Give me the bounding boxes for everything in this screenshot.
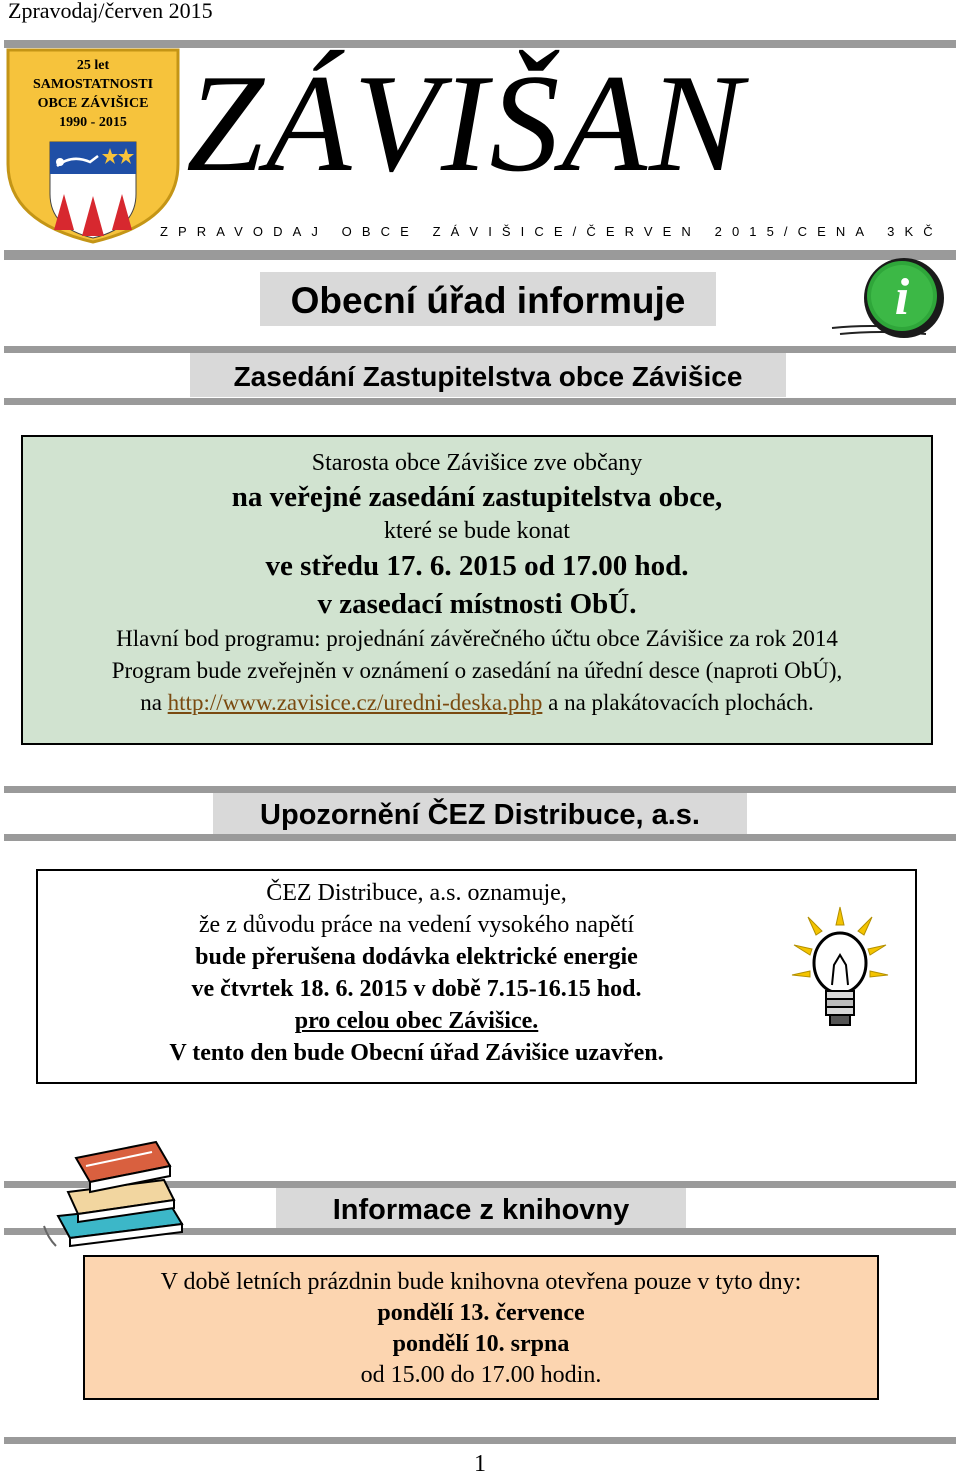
cez-rule-bottom xyxy=(4,834,956,841)
council-line-8-prefix: na xyxy=(140,690,168,715)
council-line-3: které se bude konat xyxy=(384,518,570,544)
library-line-4: od 15.00 do 17.00 hodin. xyxy=(360,1362,602,1388)
cez-heading: Upozornění ČEZ Distribuce, a.s. xyxy=(213,793,747,834)
section-rule xyxy=(4,346,956,353)
council-line-8-suffix: a na plakátovacích plochách. xyxy=(542,690,814,715)
page-number: 1 xyxy=(474,1451,486,1477)
library-line-2: pondělí 13. července xyxy=(377,1300,585,1326)
cez-line-3: bude přerušena dodávka elektrické energie xyxy=(195,944,638,970)
council-heading: Zasedání Zastupitelstva obce Závišice xyxy=(190,353,786,397)
info-icon xyxy=(830,254,958,346)
council-line-7: Program bude zveřejněn v oznámení o zasedání na úřední desce (naproti ObÚ), xyxy=(111,658,843,683)
running-header: Zpravodaj/červen 2015 xyxy=(8,0,213,23)
badge-line-4: 1990 - 2015 xyxy=(59,115,127,130)
badge-line-3: OBCE ZÁVIŠICE xyxy=(37,96,149,111)
section-title: Obecní úřad informuje xyxy=(260,272,716,326)
masthead-bottom-rule xyxy=(4,250,956,260)
masthead-title: ZÁVIŠAN xyxy=(186,46,745,201)
footer-rule xyxy=(4,1437,956,1444)
notice-board-link[interactable]: http://www.zavisice.cz/uredni-deska.php xyxy=(167,690,543,715)
light-bulb-icon xyxy=(788,905,892,1037)
library-notice xyxy=(83,1255,879,1400)
books-icon xyxy=(40,1128,190,1250)
council-line-6: Hlavní bod programu: projednání závěrečného účtu obce Závišice za rok 2014 xyxy=(116,626,838,651)
anniversary-badge xyxy=(2,44,184,244)
info-icon-letter: i xyxy=(894,269,910,326)
cez-line-4: ve čtvrtek 18. 6. 2015 v době 7.15-16.15 hod. xyxy=(191,976,642,1002)
council-line-2: na veřejné zasedání zastupitelstva obce, xyxy=(231,481,723,513)
library-line-1: V době letních prázdnin bude knihovna otevřena pouze v tyto dny: xyxy=(160,1269,802,1295)
council-line-4: ve středu 17. 6. 2015 od 17.00 hod. xyxy=(265,550,689,582)
council-line-8 xyxy=(23,687,931,719)
library-line-3: pondělí 10. srpna xyxy=(392,1331,570,1357)
badge-line-1: 25 let xyxy=(76,58,110,73)
cez-line-1: ČEZ Distribuce, a.s. oznamuje, xyxy=(266,880,567,906)
cez-line-2: že z důvodu práce na vedení vysokého napětí xyxy=(198,912,635,938)
council-line-5: v zasedací místnosti ObÚ. xyxy=(317,588,637,620)
library-heading: Informace z knihovny xyxy=(276,1188,686,1228)
cez-notice xyxy=(36,869,917,1084)
cez-line-6: V tento den bude Obecní úřad Závišice uzavřen. xyxy=(169,1040,664,1066)
council-line-1: Starosta obce Závišice zve občany xyxy=(311,450,643,476)
badge-text xyxy=(12,56,174,132)
council-notice xyxy=(21,435,933,745)
cez-line-5: pro celou obec Závišice. xyxy=(294,1008,539,1034)
masthead-subtitle: ZPRAVODAJ OBCE ZÁVIŠICE/ČERVEN 2015/CENA 3KČ xyxy=(160,224,943,239)
badge-line-2: SAMOSTATNOSTI xyxy=(32,77,154,92)
council-rule xyxy=(4,398,956,405)
cez-rule-top xyxy=(4,786,956,793)
